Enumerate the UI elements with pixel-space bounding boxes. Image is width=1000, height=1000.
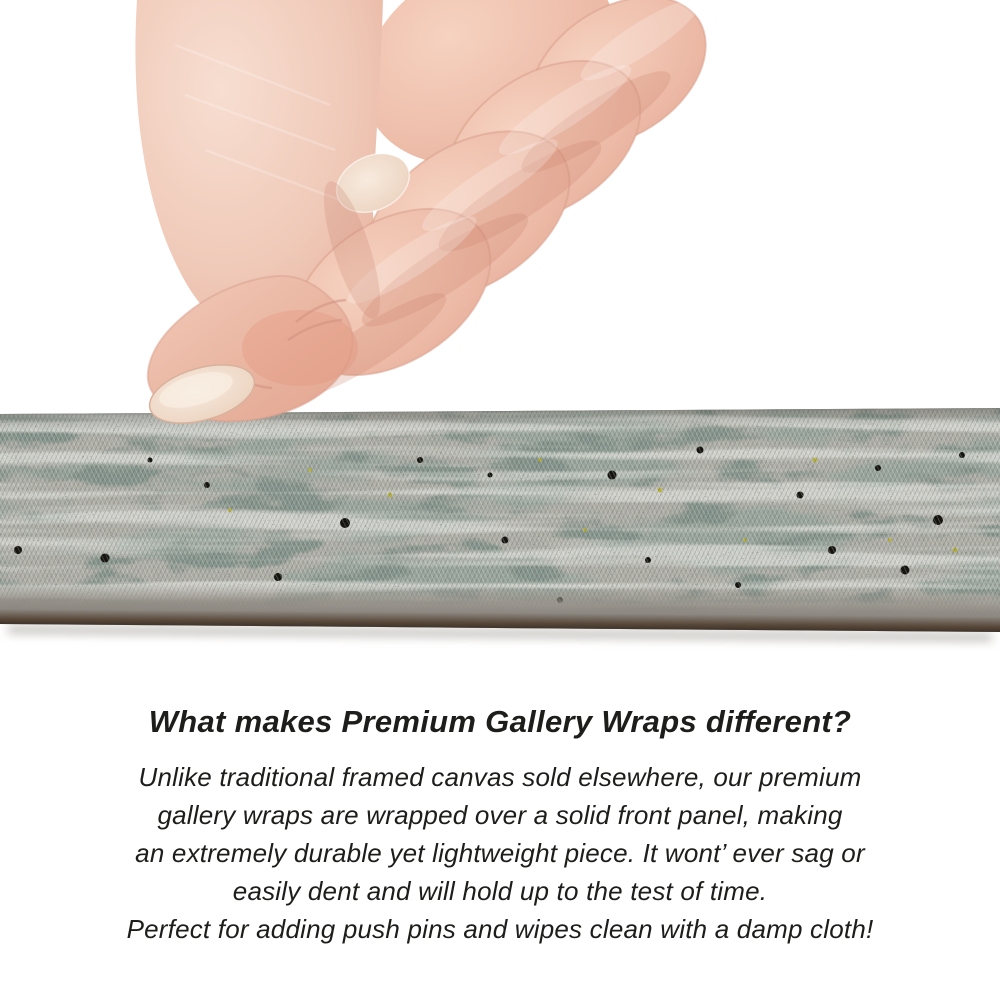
caption-block	[0, 700, 1000, 948]
body-line-2: gallery wraps are wrapped over a solid front panel, making	[157, 800, 843, 830]
headline: What makes Premium Gallery Wraps different?	[148, 704, 852, 739]
thumb-flush	[242, 310, 358, 386]
body-line-3: an extremely durable yet lightweight piece. It wont’ ever sag or	[135, 838, 865, 868]
body-line-1: Unlike traditional framed canvas sold elsewhere, our premium	[138, 762, 862, 792]
body-line-4: easily dent and will hold up to the test of time.	[232, 876, 768, 906]
body-line-5: Perfect for adding push pins and wipes clean with a damp cloth!	[126, 914, 874, 944]
